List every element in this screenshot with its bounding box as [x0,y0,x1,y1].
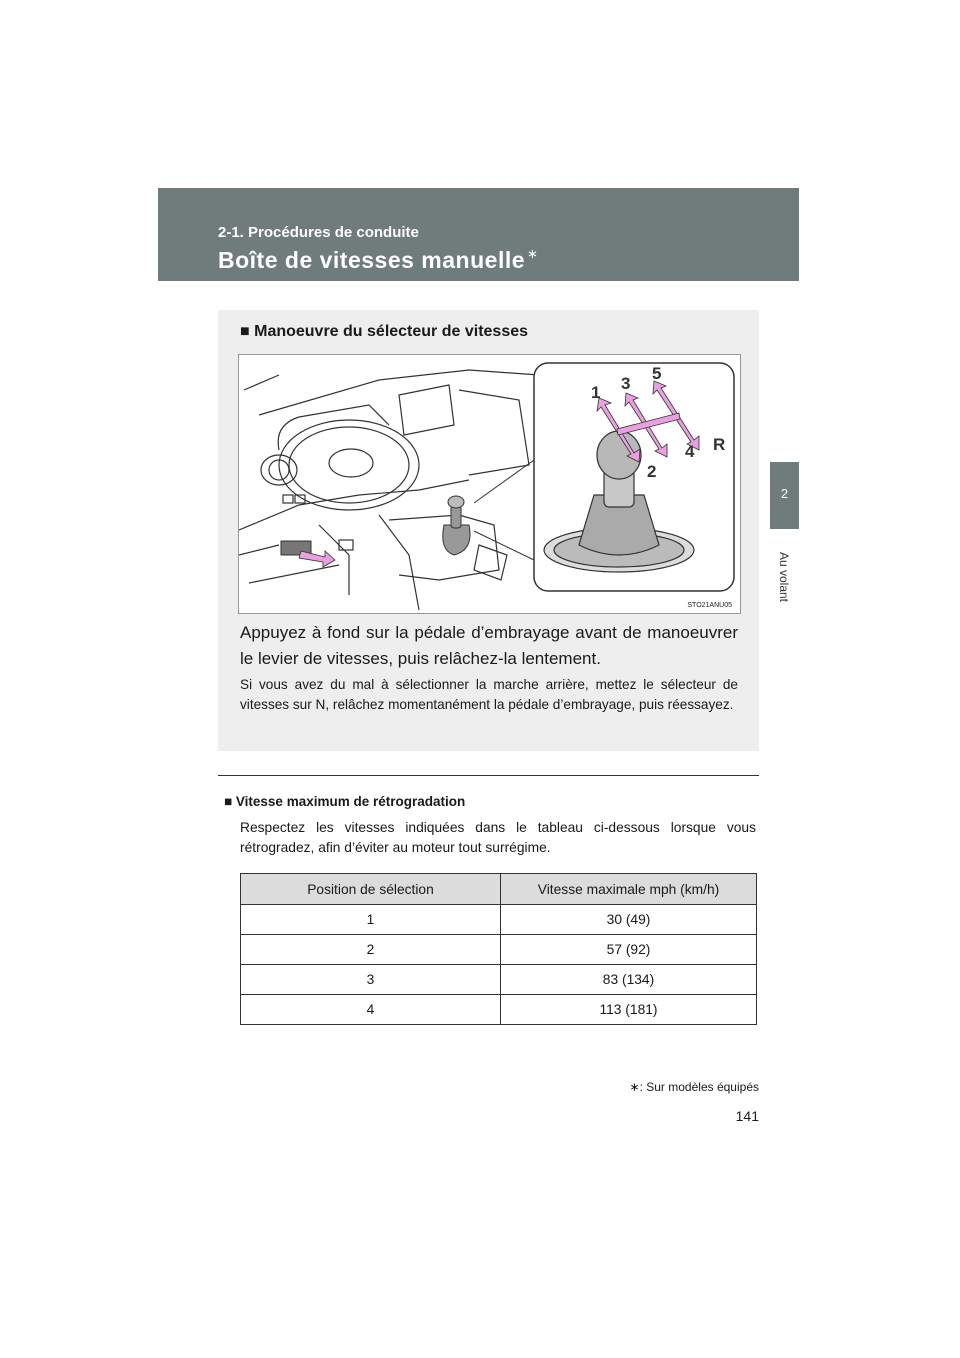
footnote: ∗: Sur modèles équipés [629,1080,759,1094]
table-cell: 3 [241,965,501,995]
table-cell: 113 (181) [501,995,757,1025]
gear-label-2: 2 [647,462,657,481]
gear-label-1: 1 [591,383,601,402]
table-row [241,965,757,995]
chapter-tab-label: Au volant [777,551,791,603]
table-cell: 83 (134) [501,965,757,995]
downshift-heading: ■ Vitesse maximum de rétrogradation [224,794,466,809]
section-label: 2-1. Procédures de conduite [218,224,419,241]
small-gear-lever [443,496,470,555]
gear-label-r: R [713,435,726,454]
pedal-arrow-icon [281,541,335,567]
title-asterisk: ∗ [527,246,539,261]
callout-lines [474,460,534,560]
table-row [241,995,757,1025]
table-cell: 57 (92) [501,935,757,965]
table-cell: 30 (49) [501,905,757,935]
page-title-text: Boîte de vitesses manuelle [218,247,526,273]
chapter-tab-number: 2 [780,486,789,501]
table-cell: 4 [241,995,501,1025]
table-cell: 2 [241,935,501,965]
table-header-cell: Vitesse maximale mph (km/h) [501,874,757,905]
chapter-tab[interactable] [770,462,799,529]
max-speed-table [240,873,757,1025]
table-header-cell: Position de sélection [241,874,501,905]
table-cell: 1 [241,905,501,935]
box-note-text: Si vous avez du mal à sélectionner la marche arrière, mettez le sélecteur de vitesses sur N, relâchez momentanément la pédale d’embrayage, puis réessayez. [240,677,738,712]
figure-code: STO21ANU05 [687,602,732,609]
chapter-header [158,188,799,281]
box-heading: ■ Manoeuvre du sélecteur de vitesses [240,323,529,340]
shift-illustration [238,354,741,614]
table-row [241,935,757,965]
shift-illustration-svg [239,355,740,613]
table-row [241,905,757,935]
section-divider [218,775,759,776]
gear-label-3: 3 [621,374,631,393]
gear-label-5: 5 [652,364,662,383]
page-title [218,246,538,274]
dashboard-drawing [239,370,539,610]
shift-info-box [218,310,759,751]
box-main-text: Appuyez à fond sur la pédale d’embrayage avant de manoeuvrer le levier de vitesses, puis relâchez-la lentement. [240,623,738,668]
table-header-row [241,874,757,905]
gear-label-4: 4 [685,442,695,461]
downshift-text: Respectez les vitesses indiquées dans le tableau ci-dessous lorsque vous rétrogradez, afin d’éviter au moteur tout surrégime. [240,820,756,855]
page-number: 141 [735,1108,759,1124]
